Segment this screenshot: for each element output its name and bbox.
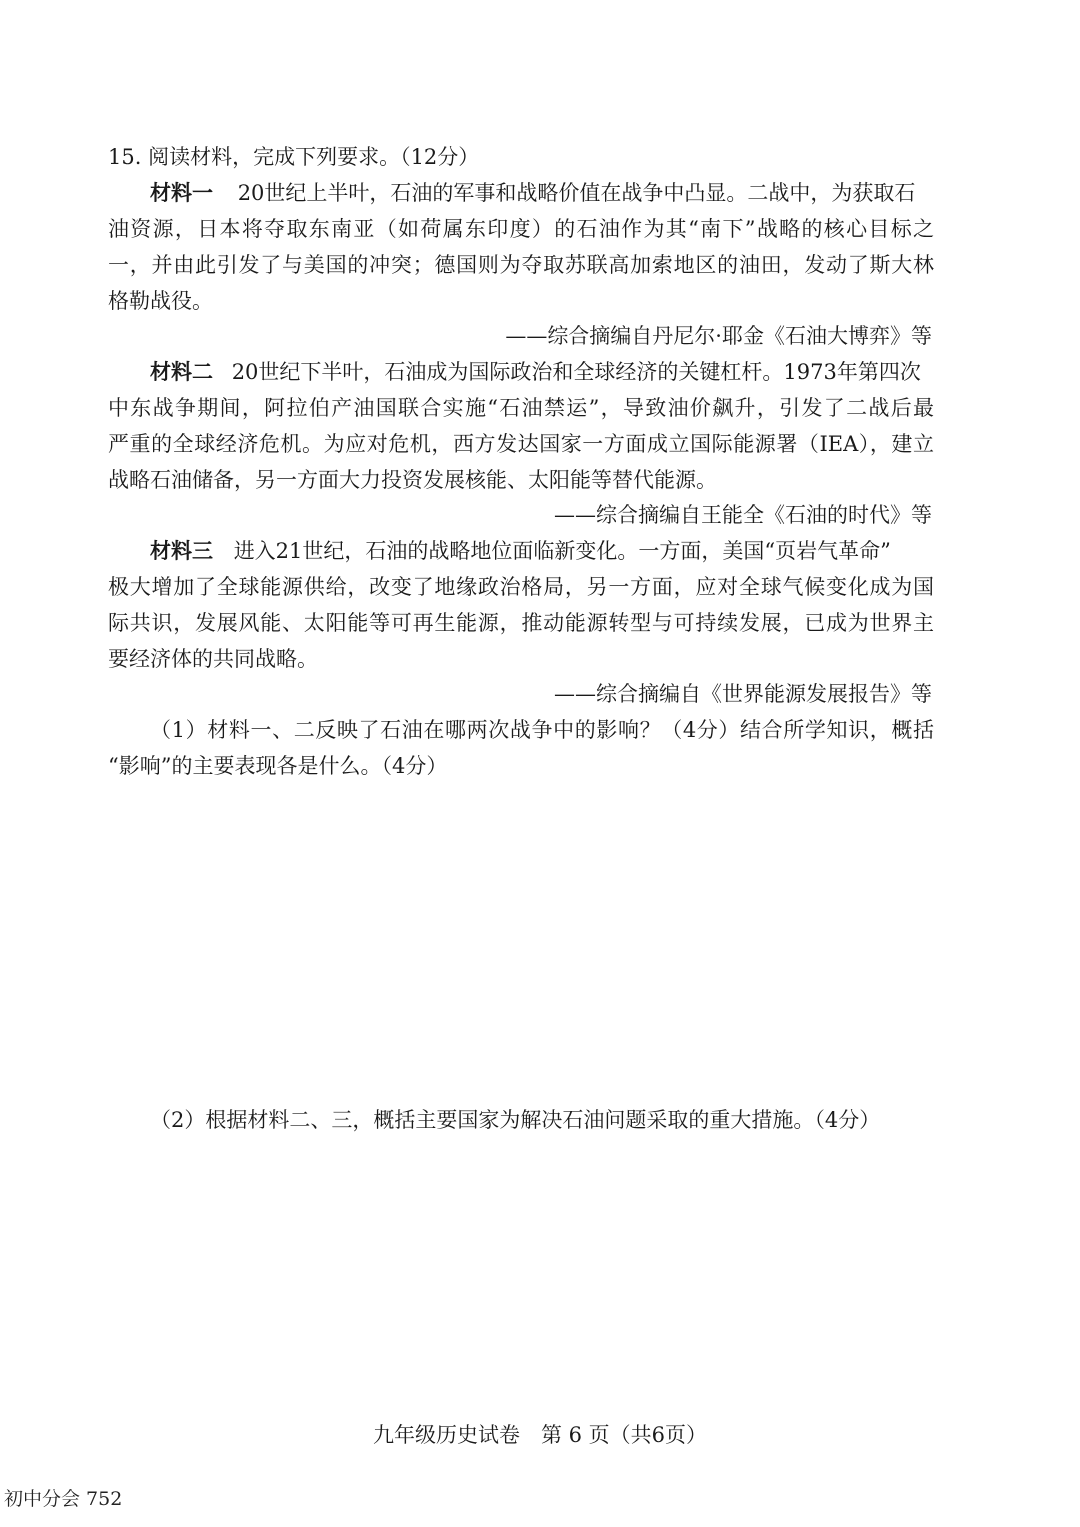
material-3-label: 材料三 — [150, 538, 213, 563]
subquestion-1-line-2: “影响”的主要表现各是什么。（4分） — [108, 754, 448, 778]
material-1-text-line-2: 油资源，日本将夺取东南亚（如荷属东印度）的石油作为其“南下”战略的核心目标之 — [108, 217, 934, 241]
material-2-source: ——综合摘编自王能全《石油的时代》等 — [554, 503, 932, 527]
material-3-first-line — [150, 537, 891, 565]
material-1-label: 材料一 — [150, 180, 213, 205]
question-stem: 15. 阅读材料，完成下列要求。（12分） — [108, 145, 480, 169]
watermark-label: 初中分会 752 — [4, 1488, 123, 1510]
material-3-text-line-4: 要经济体的共同战略。 — [108, 647, 318, 671]
answer-space-1[interactable] — [108, 790, 934, 1090]
material-1-first-line — [150, 179, 915, 207]
material-2-label: 材料二 — [150, 359, 213, 384]
page-footer: 九年级历史试卷 第 6 页（共6页） — [372, 1423, 708, 1447]
subquestion-2: （2）根据材料二、三，概括主要国家为解决石油问题采取的重大措施。（4分） — [150, 1108, 881, 1132]
material-2-text-line-2: 中东战争期间，阿拉伯产油国联合实施“石油禁运”，导致油价飙升，引发了二战后最 — [108, 396, 934, 420]
material-2-text-line-1: 20世纪下半叶，石油成为国际政治和全球经济的关键杠杆。1973年第四次 — [231, 360, 921, 384]
subquestion-1-line-1: （1）材料一、二反映了石油在哪两次战争中的影响？（4分）结合所学知识，概括 — [150, 718, 934, 742]
material-2-first-line — [150, 358, 921, 386]
material-2-text-line-4: 战略石油储备，另一方面大力投资发展核能、太阳能等替代能源。 — [108, 468, 717, 492]
material-3-text-line-2: 极大增加了全球能源供给，改变了地缘政治格局，另一方面，应对全球气候变化成为国 — [108, 575, 934, 599]
material-3-text-line-1: 进入21世纪，石油的战略地位面临新变化。一方面，美国“页岩气革命” — [233, 539, 891, 563]
material-3-text-line-3: 际共识，发展风能、太阳能等可再生能源，推动能源转型与可持续发展，已成为世界主 — [108, 611, 934, 635]
material-1-source: ——综合摘编自丹尼尔·耶金《石油大博弈》等 — [505, 324, 932, 348]
material-1-text-line-3: 一，并由此引发了与美国的冲突；德国则为夺取苏联高加索地区的油田，发动了斯大林 — [108, 253, 934, 277]
material-2-text-line-3: 严重的全球经济危机。为应对危机，西方发达国家一方面成立国际能源署（IEA），建立 — [108, 432, 934, 456]
answer-space-2[interactable] — [108, 1145, 934, 1405]
material-1-text-line-1: 20世纪上半叶，石油的军事和战略价值在战争中凸显。二战中，为获取石 — [237, 181, 916, 205]
material-1-text-line-4: 格勒战役。 — [108, 289, 213, 313]
material-3-source: ——综合摘编自《世界能源发展报告》等 — [554, 682, 932, 706]
